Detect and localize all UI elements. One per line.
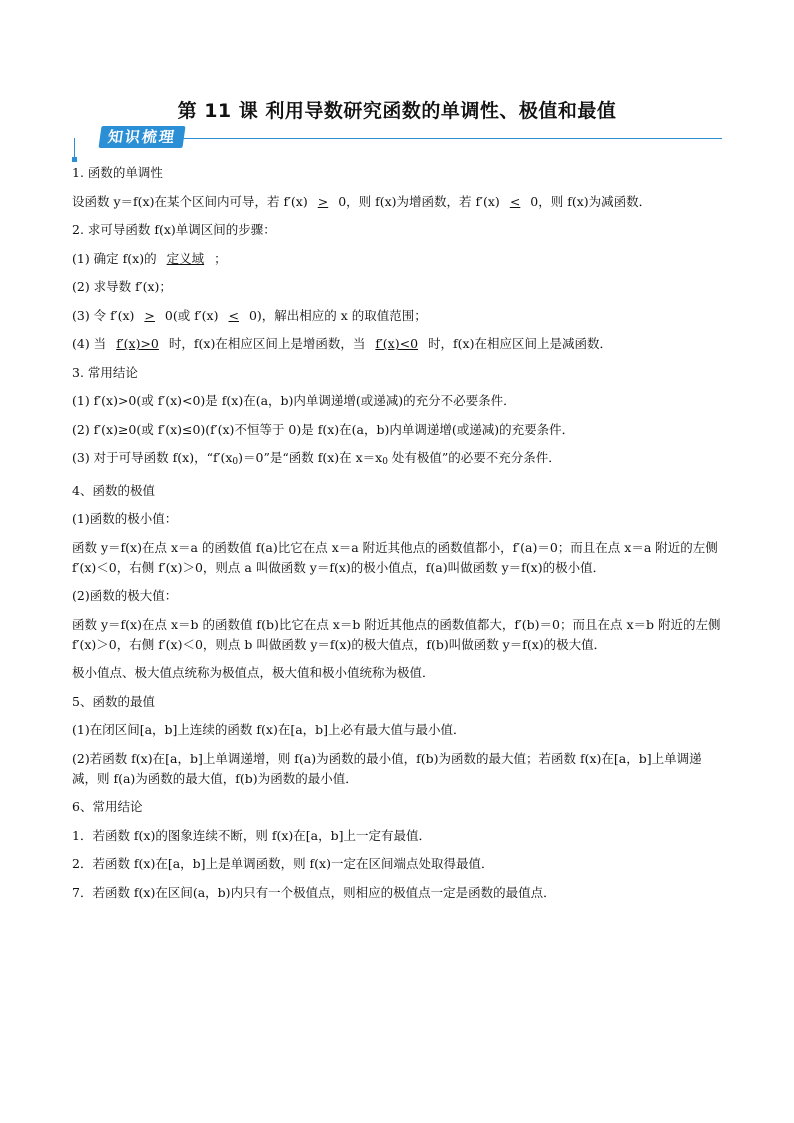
text: 时，f(x)在相应区间上是减函数． [428,336,612,351]
text: ； [214,250,227,266]
text: (1) 确定 f(x)的 [72,250,157,266]
extremum-note: 极小值点、极大值点统称为极值点，极大值和极小值统称为极值． [72,665,435,680]
section-3-heading: 3. 常用结论 [72,364,138,380]
blank-answer: < [509,193,521,209]
blank-answer: f′(x)>0 [116,336,159,351]
text: )＝0”是“函数 f(x)在 x＝x [238,450,383,465]
conclusion-3 [72,448,724,472]
extreme-value-2: (2)若函数 f(x)在[a，b]上单调递增，则 f(a)为函数的最小值，f(b)为函数的最大值；若函数 f(x)在[a，b]上单调递减，则 f(a)为函数的最大值，f(b)为函数的最小值． [72,750,702,786]
section-1-heading: 1. 函数的单调性 [72,165,163,180]
blank-answer: > [144,307,155,323]
blank-answer: > [317,193,329,209]
section-6-heading: 6、常用结论 [72,799,143,814]
minimum-heading: (1)函数的极小值： [72,511,178,526]
text: 设函数 y＝f(x)在某个区间内可导，若 f′(x) [72,193,308,209]
common-conclusion-2: 2．若函数 f(x)在[a，b]上是单调函数，则 f(x)一定在区间端点处取得最值． [72,856,494,871]
common-conclusion-1: 1．若函数 f(x)的图象连续不断，则 f(x)在[a，b]上一定有最值． [72,827,431,843]
text: 0，则 f(x)为增函数，若 f′(x) [338,193,500,209]
maximum-heading: (2)函数的极大值： [72,588,178,603]
step-2: (2) 求导数 f′(x)； [72,279,172,294]
maximum-text: 函数 y＝f(x)在点 x＝b 的函数值 f(b)比它在点 x＝b 附近其他点的函数值都大，f′(b)＝0；而且在点 x＝b 附近的左侧 f′(x)＞0，右侧 f′(x)＜0，则点 b 叫做函数 y＝f(x)的极大值点，f(b)叫做函数 y＝f(x)的极大值． [72,616,721,652]
text: 处有极值”的必要不充分条件． [387,450,561,465]
section-2-heading: 2. 求可导函数 f(x)单调区间的步骤： [72,222,276,237]
text: (3) 对于可导函数 f(x)，“f′(x [72,450,233,465]
text: 0，则 f(x)为减函数． [530,193,652,209]
document-body [72,163,724,911]
text: 时，f(x)在相应区间上是增函数，当 [168,336,366,351]
minimum-text: 函数 y＝f(x)在点 x＝a 的函数值 f(a)比它在点 x＝a 附近其他点的函数值都小，f′(a)＝0；而且在点 x＝a 附近的左侧 f′(x)＜0，右侧 f′(x)＞0，则点 a 叫做函数 y＝f(x)的极小值点，f(a)叫做函数 y＝f(x)的极小值． [72,539,718,575]
text: (4) 当 [72,336,107,351]
subscript: 0 [382,457,388,467]
blank-answer: 定义域 [166,250,205,266]
blank-answer: f′(x)<0 [375,336,419,351]
section-1-text [72,192,724,212]
section-4-heading: 4、函数的极值 [72,482,155,498]
page-title: 第 11 课 利用导数研究函数的单调性、极值和最值 [177,100,617,122]
text: 0(或 f′(x) [164,307,219,323]
subscript: 0 [232,457,239,467]
step-3 [72,306,724,326]
text: 0)，解出相应的 x 的取值范围； [248,307,427,323]
extreme-value-1: (1)在闭区间[a，b]上连续的函数 f(x)在[a，b]上必有最大值与最小值． [72,722,466,737]
section-5-heading: 5、函数的最值 [72,693,155,709]
conclusion-1: (1) f′(x)>0(或 f′(x)<0)是 f(x)在(a，b)内单调递增(或递减)的充分不必要条件． [72,393,516,408]
conclusion-2: (2) f′(x)≥0(或 f′(x)≤0)(f′(x)不恒等于 0)是 f(x)在(a，b)内单调递增(或递减)的充要条件． [72,421,575,437]
step-1 [72,249,724,269]
text: (3) 令 f′(x) [72,307,135,323]
section-dot [72,157,77,162]
step-4 [72,334,724,354]
common-conclusion-3: 7．若函数 f(x)在区间(a，b)内只有一个极值点，则相应的极值点一定是函数的最值点． [72,884,556,900]
section-tag: 知识梳理 [98,126,185,148]
blank-answer: < [228,307,239,323]
section-rule-horizontal [100,138,722,139]
